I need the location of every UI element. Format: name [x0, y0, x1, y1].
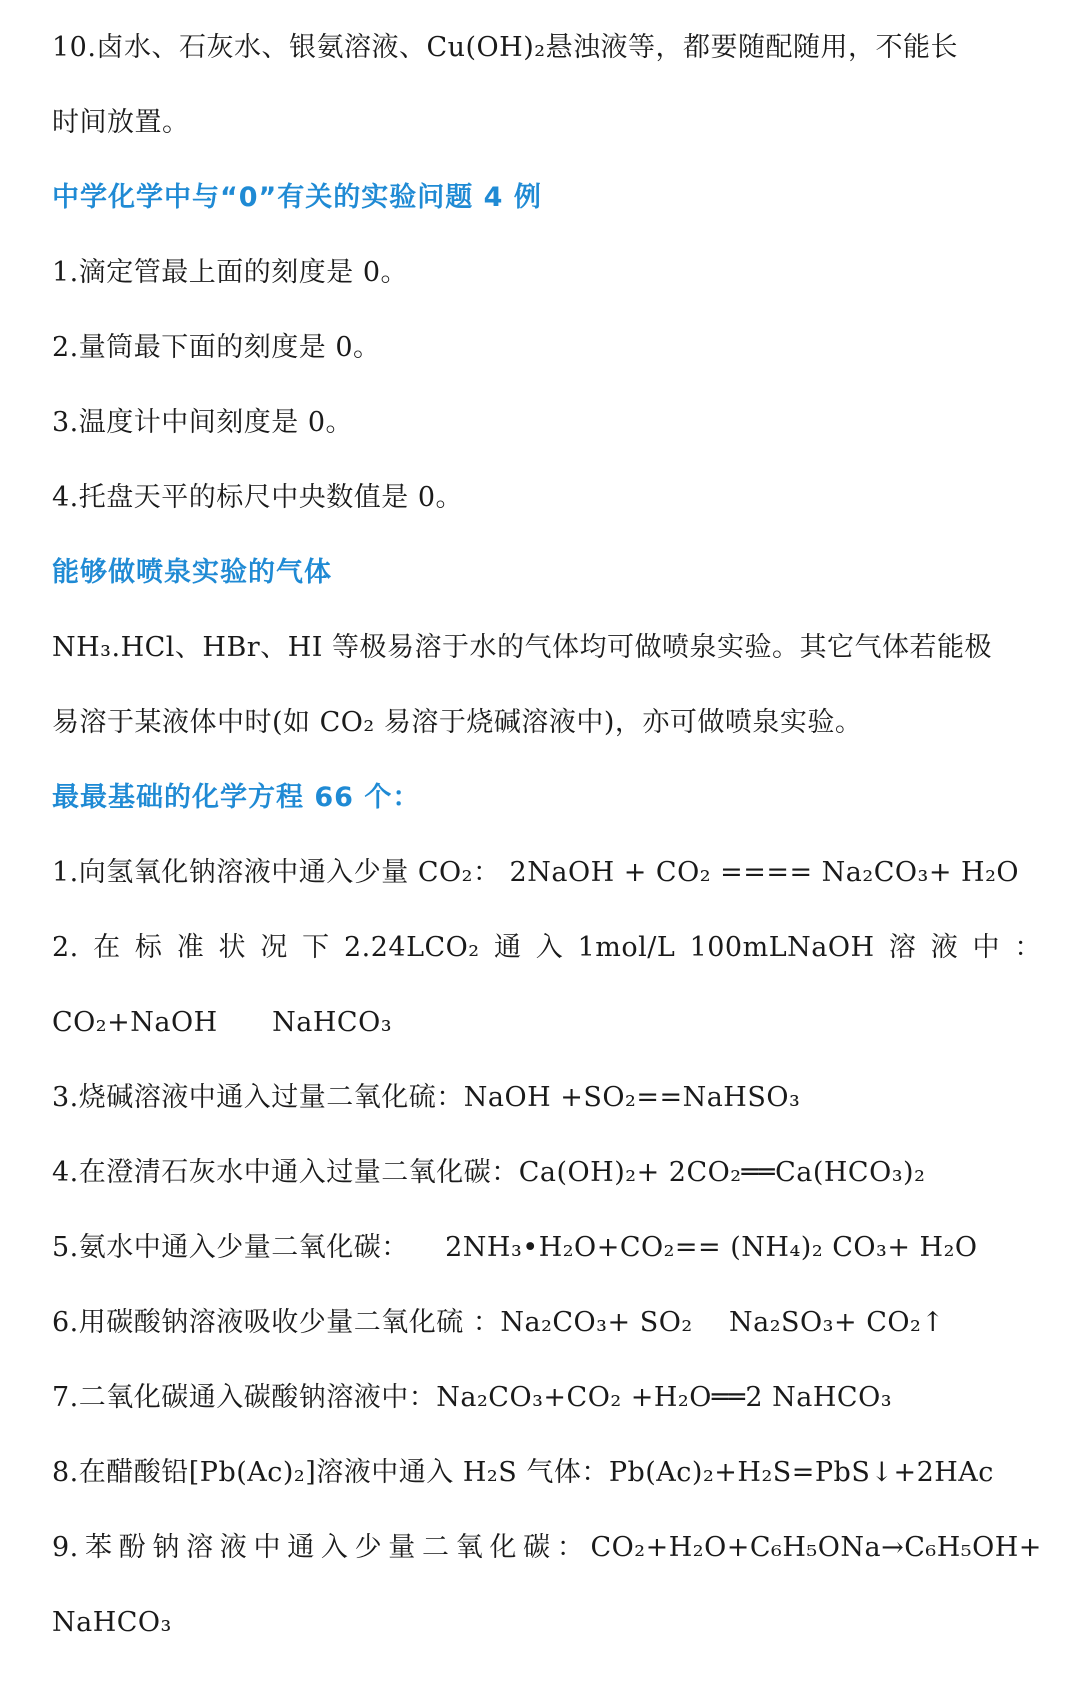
equation-9-word: 二: [422, 1532, 450, 1563]
equation-2-word: 通: [493, 932, 522, 963]
equation-9-word: 苯: [84, 1532, 113, 1563]
equation-9-word: CO₂+H₂O+C₆H₅ONa→C₆H₅OH+: [590, 1532, 1042, 1563]
equation-2-word: 2.24LCO₂: [343, 932, 480, 963]
list-item-zero-2: 2.量筒最下面的刻度是 0。: [52, 332, 381, 363]
equation-7: 7.二氧化碳通入碳酸钠溶液中：Na₂CO₃+CO₂ +H₂O══2 NaHCO₃: [52, 1382, 893, 1413]
equation-2-word: 在: [93, 932, 121, 963]
equation-2-word: ：: [1014, 932, 1042, 963]
equation-9-line2: NaHCO₃: [52, 1607, 172, 1638]
equation-9-word: 量: [388, 1532, 416, 1563]
equation-8: 8.在醋酸铅[Pb(Ac)₂]溶液中通入 H₂S 气体：Pb(Ac)₂+H₂S=PbS↓+2HAc: [52, 1457, 994, 1488]
equation-3: 3.烧碱溶液中通入过量二氧化硫：NaOH +SO₂==NaHSO₃: [52, 1082, 801, 1113]
equation-9-line1: [52, 1518, 1042, 1578]
paragraph-fountain-line2: 易溶于某液体中时(如 CO₂ 易溶于烧碱溶液中)，亦可做喷泉实验。: [52, 707, 863, 738]
section-heading-equations: 最最基础的化学方程 66 个：: [52, 782, 421, 813]
text-line-10-part1: 10.卤水、石灰水、银氨溶液、Cu(OH)₂悬浊液等，都要随配随用，不能长: [52, 32, 959, 63]
equation-9-word: 中: [253, 1532, 281, 1563]
equation-9-word: 碳: [523, 1532, 551, 1563]
equation-9-word: 酚: [118, 1532, 147, 1563]
text-line-10-part2: 时间放置。: [52, 107, 190, 138]
equation-9-word: 化: [489, 1532, 517, 1563]
equation-2-word: 状: [218, 932, 247, 963]
equation-2-word: 溶: [888, 932, 917, 963]
equation-2-word: 中: [972, 932, 1000, 963]
equation-2-word: 100mLNaOH: [689, 932, 875, 963]
list-item-zero-1: 1.滴定管最上面的刻度是 0。: [52, 257, 409, 288]
equation-6: 6.用碳酸钠溶液吸收少量二氧化硫 ：Na₂CO₃+ SO₂ Na₂SO₃+ CO₂↑: [52, 1307, 945, 1338]
equation-9-word: 少: [354, 1532, 383, 1563]
paragraph-fountain-line1: NH₃.HCl、HBr、HI 等极易溶于水的气体均可做喷泉实验。其它气体若能极: [52, 632, 993, 663]
equation-9-word: 钠: [152, 1532, 180, 1563]
equation-2-word: 准: [176, 932, 205, 963]
section-heading-zero-experiments: 中学化学中与“0”有关的实验问题 4 例: [52, 182, 542, 213]
equation-5: 5.氨水中通入少量二氧化碳： 2NH₃•H₂O+CO₂== (NH₄)₂ CO₃+ H₂O: [52, 1232, 978, 1263]
section-heading-fountain-gases: 能够做喷泉实验的气体: [52, 557, 332, 588]
equation-9-word: 通: [287, 1532, 315, 1563]
list-item-zero-3: 3.温度计中间刻度是 0。: [52, 407, 354, 438]
equation-9-word: 液: [219, 1532, 248, 1563]
equation-9-word: 氧: [455, 1532, 484, 1563]
equation-2-word: 下: [302, 932, 330, 963]
equation-2-word: 液: [930, 932, 959, 963]
equation-4: 4.在澄清石灰水中通入过量二氧化碳：Ca(OH)₂+ 2CO₂══Ca(HCO₃)₂: [52, 1157, 926, 1188]
equation-9-word: 9.: [52, 1532, 79, 1563]
list-item-zero-4: 4.托盘天平的标尺中央数值是 0。: [52, 482, 464, 513]
equation-2-line2: CO₂+NaOH NaHCO₃: [52, 1007, 393, 1038]
equation-9-word: ：: [556, 1532, 585, 1563]
equation-2-word: 2.: [52, 932, 79, 963]
equation-2-word: 标: [134, 932, 163, 963]
equation-2-word: 入: [535, 932, 564, 963]
equation-2-word: 况: [260, 932, 288, 963]
equation-9-word: 入: [320, 1532, 349, 1563]
equation-2-word: 1mol/L: [577, 932, 676, 963]
equation-9-word: 溶: [186, 1532, 214, 1563]
equation-1: 1.向氢氧化钠溶液中通入少量 CO₂： 2NaOH + CO₂ ==== Na₂CO₃+ H₂O: [52, 857, 1020, 888]
equation-2-line1: [52, 918, 1042, 978]
